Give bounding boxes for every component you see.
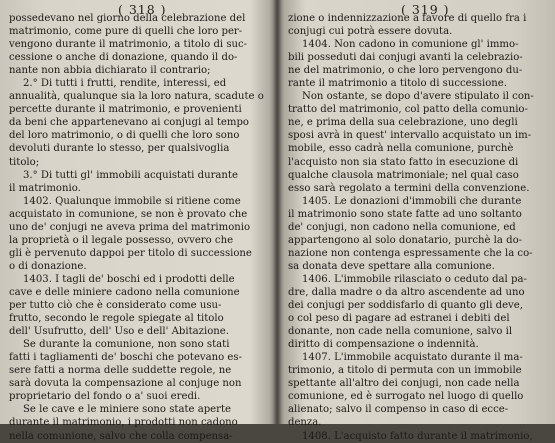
text-line: de' conjugi, non cadono nella comunione, ed: [288, 221, 516, 233]
text-line: tratto del matrimonio, col patto della comunio-: [288, 104, 528, 116]
text-line: Se le cave e le miniere sono state aperte: [23, 404, 232, 416]
right-page-text: [288, 12, 546, 443]
text-line: uno de' conjugi ne aveva prima del matrimonio: [9, 221, 251, 233]
text-line: nella comunione, salvo che colla compensa-: [9, 430, 233, 442]
text-line: Non ostante, se dopo d'avere stipulato il con-: [302, 91, 534, 103]
text-line: o col peso di pagare ad estranei i debiti del: [288, 313, 510, 325]
text-line: cave e delle miniere cadono nella comunione: [9, 286, 240, 298]
text-line: 3.° Di tutti gl' immobili acquistati durante: [23, 169, 238, 181]
left-page-text: [9, 12, 271, 443]
text-line: possedevano nel giorno della celebrazione del: [9, 13, 246, 24]
text-line: sa donata deve spettare alla comunione.: [288, 260, 495, 272]
text-line: fatti i tagliamenti de' boschi che potevano es-: [9, 352, 242, 364]
text-line: per tutto ciò che è considerato come usu-: [9, 300, 222, 312]
text-line: diritto di compensazione o indennità.: [288, 339, 479, 351]
text-line: sarà dovuta la compensazione al conjuge non: [9, 378, 242, 390]
text-line: del loro matrimonio, o di quelli che loro sono: [9, 130, 240, 142]
text-line: esso sarà regolato a termini della convenzione.: [288, 182, 530, 194]
text-line: nante non abbia dichiarato il contrario;: [9, 65, 211, 77]
text-line: 1404. Non cadono in comunione gl' immo-: [302, 39, 519, 51]
left-page-number: ( 318 ): [118, 2, 167, 17]
text-line: donante, non cade nella comunione, salvo il: [288, 326, 513, 338]
text-line: nazione non contenga espressamente che la co-: [288, 247, 533, 259]
text-line: la proprietà o il legale possesso, ovvero che: [9, 234, 234, 246]
text-line: 1403. I tagli de' boschi ed i prodotti delle: [23, 273, 235, 285]
text-line: zione o indennizzazione a favore di quello fra i: [288, 13, 527, 24]
text-line: denza.: [288, 417, 322, 429]
text-line: il matrimonio sono state fatte ad uno soltanto: [288, 208, 522, 220]
text-line: dell' Usufrutto, dell' Uso e dell' Abitazione.: [9, 326, 229, 338]
text-line: o di donazione.: [9, 260, 87, 272]
right-page-number: ( 319 ): [401, 2, 450, 17]
text-line: 1407. L'immobile acquistato durante il ma-: [302, 352, 523, 364]
right-page: [283, 0, 555, 442]
text-line: ne del matrimonio, o che loro pervengono du-: [288, 65, 523, 77]
text-line: gli è pervenuto dappoi per titolo di successione: [9, 247, 252, 259]
text-line: appartengono al solo donatario, purchè la do-: [288, 234, 523, 246]
text-line: sere fatti a norma delle suddette regole, ne: [9, 365, 232, 377]
book-gutter: [270, 0, 284, 424]
text-line: dre, dalla madre o da altro ascendente ad uno: [288, 286, 525, 298]
text-line: qualche clausola matrimoniale; nel qual caso: [288, 169, 519, 181]
text-line: da beni che appartenevano ai conjugi al tempo: [9, 117, 249, 129]
text-line: trimonio, a titolo di permuta con un immobile: [288, 365, 522, 377]
left-page: [0, 0, 272, 442]
text-line: vengono durante il matrimonio, a titolo di suc-: [9, 39, 248, 51]
text-line: sposi avrà in quest' intervallo acquistato un im-: [288, 130, 532, 142]
text-line: frutto, secondo le regole spiegate al titolo: [9, 313, 224, 325]
text-line: durante il matrimonio, i prodotti non cadono: [9, 417, 238, 429]
text-line: proprietario del fondo o a' suoi eredi.: [9, 391, 201, 403]
text-line: cessione o anche di donazione, quando il do-: [9, 52, 238, 64]
text-line: 1402. Qualunque immobile si ritiene come: [23, 195, 241, 207]
text-line: 1405. Le donazioni d'immobili che durante: [302, 195, 522, 207]
text-line: l'acquisto non sia stato fatto in esecuzione di: [288, 156, 519, 168]
text-line: comunione, ed è surrogato nel luogo di quello: [288, 391, 524, 403]
text-line: ne, e prima della sua celebrazione, uno degli: [288, 117, 518, 129]
text-line: annualità, qualunque sia la loro natura, scadute o: [9, 91, 264, 103]
text-line: 1406. L'immobile rilasciato o ceduto dal pa-: [302, 273, 527, 285]
text-line: 1408. L'acquisto fatto durante il matrimonio,: [302, 430, 533, 442]
text-line: alienato; salvo il compenso in caso di ecce-: [288, 404, 509, 416]
text-line: mobile, esso cadrà nella comunione, purchè: [288, 143, 514, 155]
text-line: spettante all'altro dei conjugi, non cade nella: [288, 378, 520, 390]
text-line: matrimonio, come pure di quelli che loro per-: [9, 26, 243, 38]
text-line: titolo;: [9, 156, 40, 168]
text-line: il matrimonio.: [9, 182, 81, 194]
text-line: dei conjugi per soddisfarlo di quanto gli deve,: [288, 300, 523, 312]
text-line: Se durante la comunione, non sono stati: [23, 339, 230, 351]
text-line: rante il matrimonio a titolo di successione.: [288, 78, 507, 90]
text-line: conjugi cui potrà essere dovuta.: [288, 26, 453, 38]
text-line: acquistato in comunione, se non è provato che: [9, 208, 248, 220]
text-line: bili posseduti dai conjugi avanti la celebrazio-: [288, 52, 523, 64]
text-line: 2.° Di tutti i frutti, rendite, interessi, ed: [23, 78, 227, 90]
text-line: devoluti durante lo stesso, per qualsivoglia: [9, 143, 230, 155]
text-line: percette durante il matrimonio, e provenienti: [9, 104, 242, 116]
